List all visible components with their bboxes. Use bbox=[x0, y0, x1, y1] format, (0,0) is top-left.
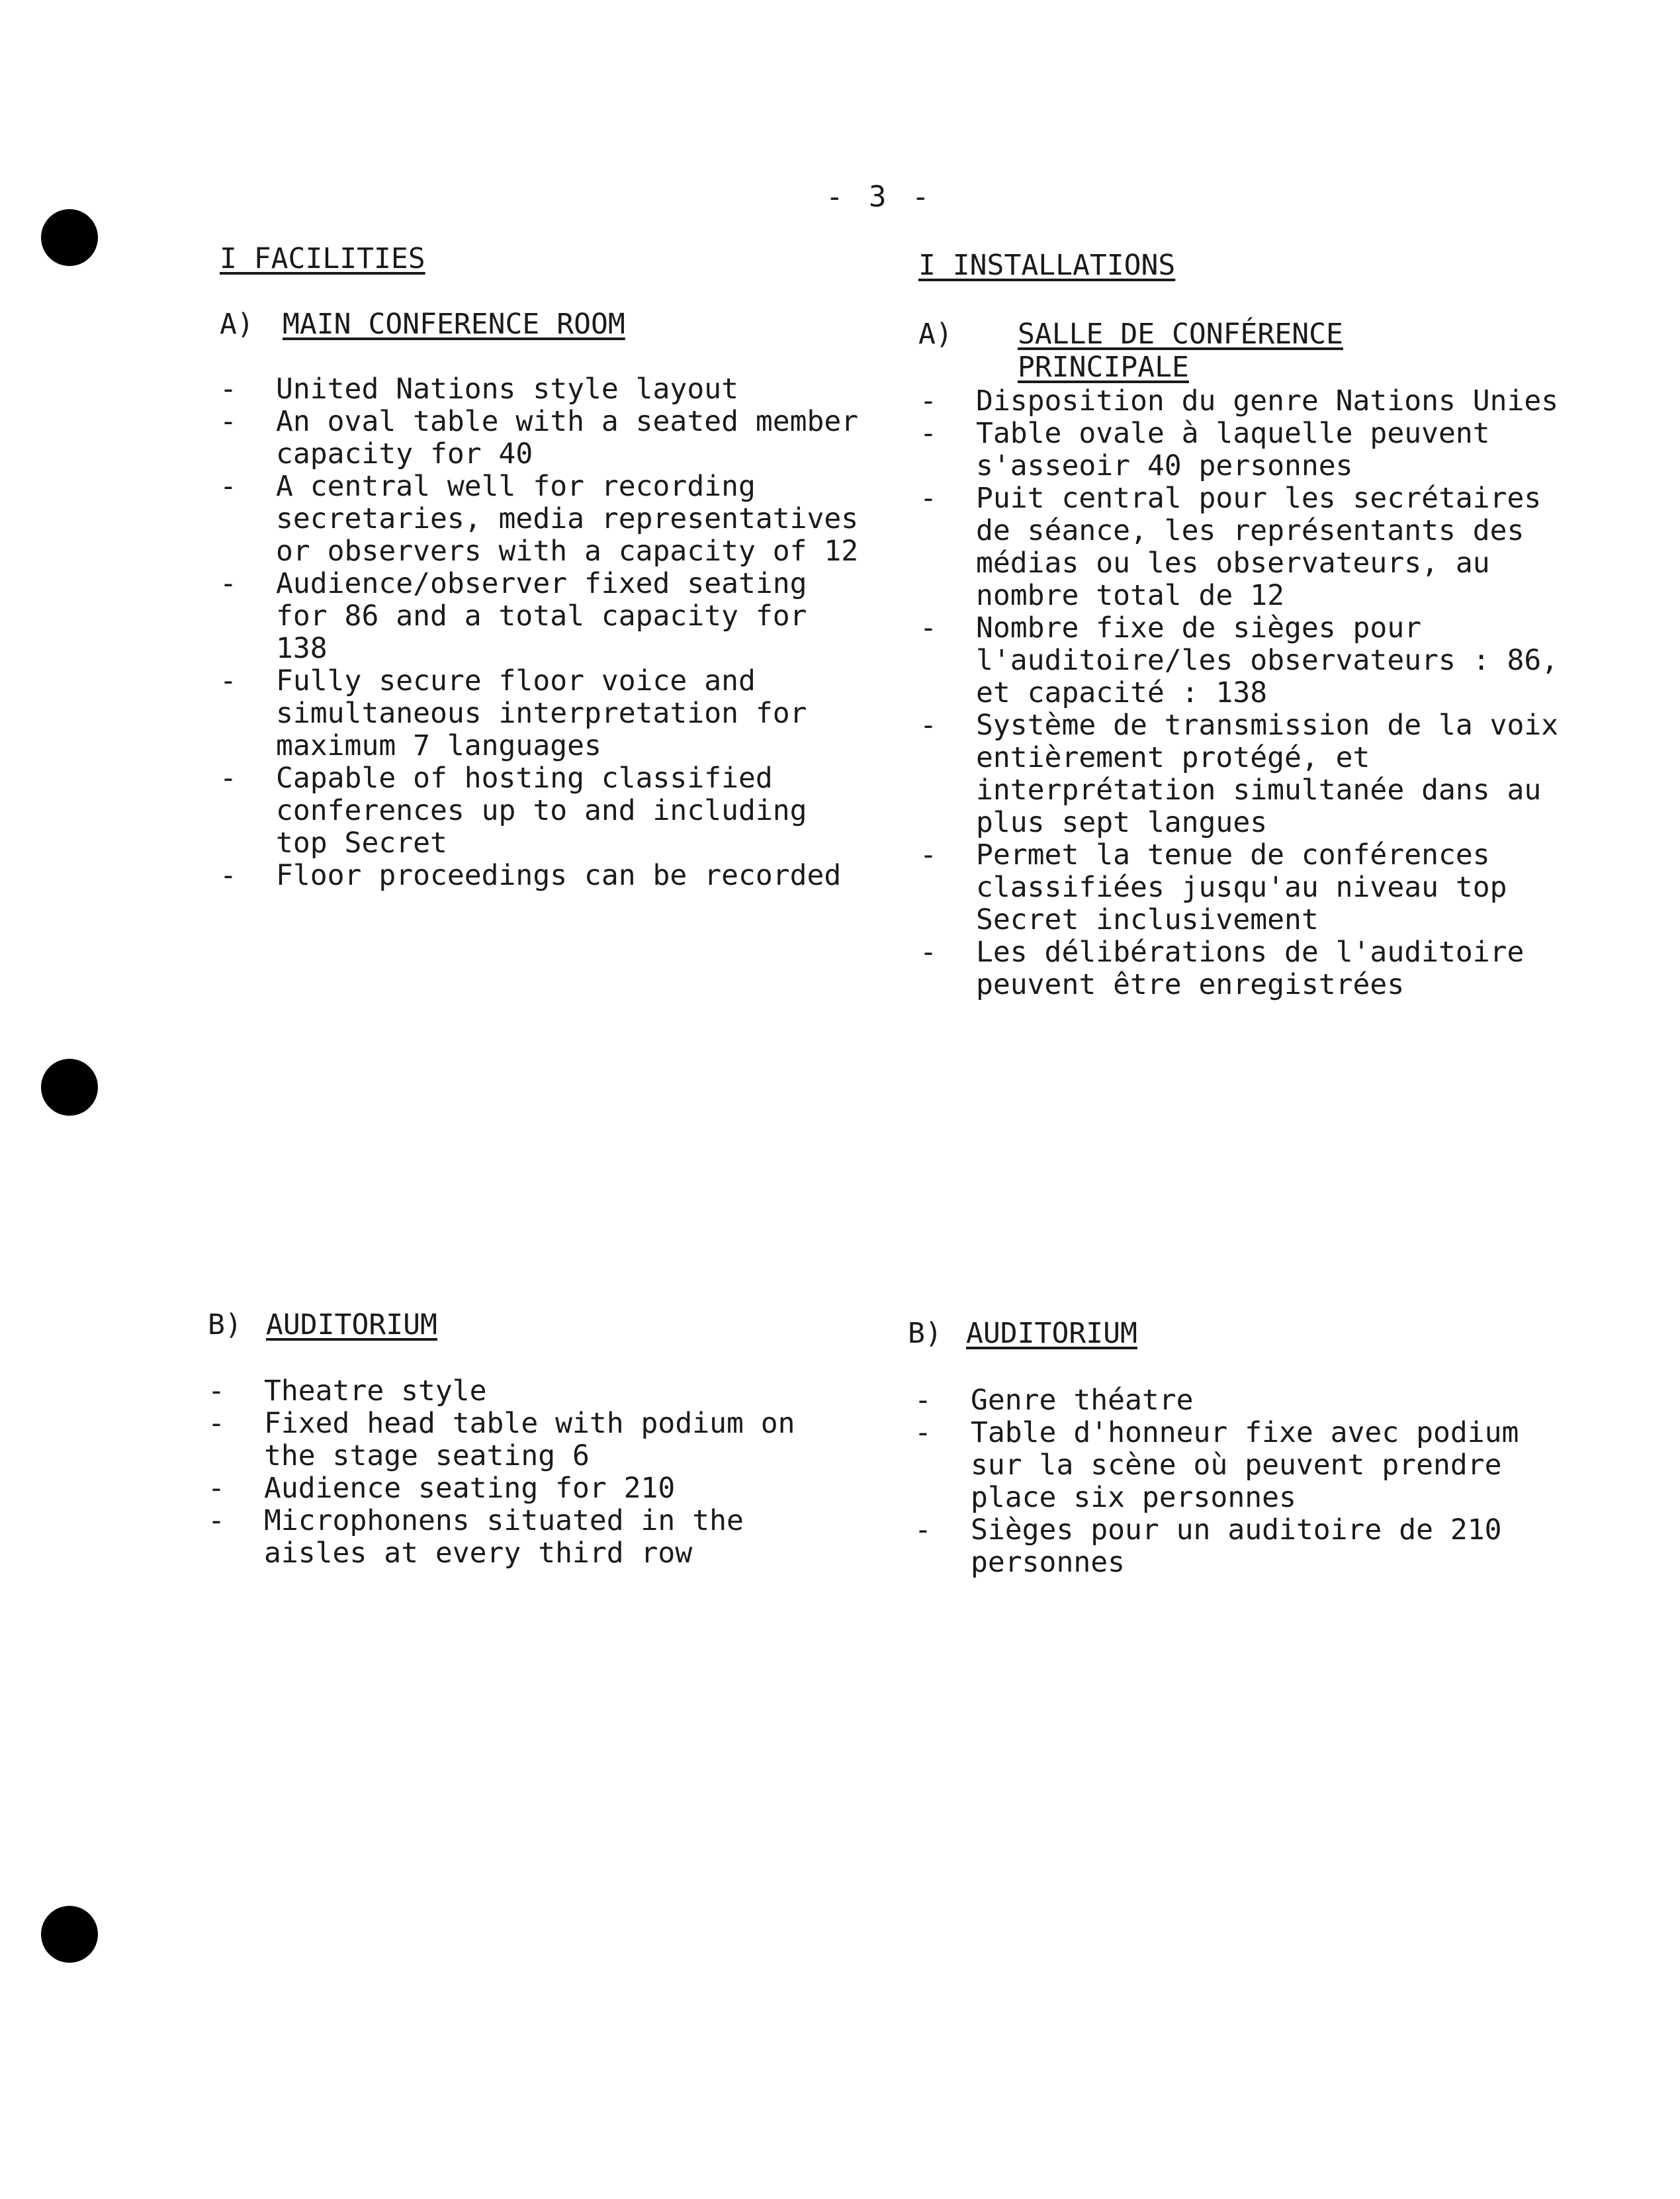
punch-hole-middle bbox=[41, 1059, 98, 1116]
list-item: - Audience seating for 210 bbox=[208, 1472, 676, 1505]
list-item: - Système de transmission de la voix entièrement protégé, et interprétation simultanée dans au plus sept langues bbox=[920, 709, 1559, 839]
heading-title-line1: SALLE DE CONFÉRENCE bbox=[1018, 318, 1343, 351]
heading-auditorium-french bbox=[908, 1317, 1137, 1350]
list-item: - Nombre fixe de sièges pour l'auditoire/les observateurs : 86, et capacité : 138 bbox=[920, 611, 1559, 709]
list-item: - Fixed head table with podium on the stage seating 6 bbox=[208, 1407, 795, 1472]
list-item: - An oval table with a seated member capacity for 40 bbox=[220, 405, 859, 471]
heading-title: MAIN CONFERENCE ROOM bbox=[283, 308, 625, 341]
list-item: - A central well for recording secretaries, media representatives or observers with a capacity of 12 bbox=[220, 470, 859, 568]
heading-auditorium-english bbox=[208, 1308, 437, 1341]
list-auditorium-french bbox=[908, 1384, 1569, 1579]
punch-hole-bottom bbox=[41, 1906, 98, 1963]
list-item: - Genre théatre bbox=[914, 1384, 1194, 1417]
list-item: - Audience/observer fixed seating for 86 and a total capacity for 138 bbox=[220, 567, 807, 665]
list-item: - Microphonens situated in the aisles at every third row bbox=[208, 1504, 744, 1570]
list-item: - Les délibérations de l'auditoire peuvent être enregistrées bbox=[920, 936, 1525, 1001]
list-auditorium-english bbox=[201, 1375, 863, 1570]
heading-letter: B) bbox=[908, 1317, 942, 1350]
list-item: - United Nations style layout bbox=[220, 373, 738, 406]
heading-title-line2: PRINCIPALE bbox=[1018, 351, 1189, 384]
heading-title: AUDITORIUM bbox=[966, 1317, 1137, 1350]
list-salle-de-conference bbox=[913, 385, 1575, 1001]
heading-letter: B) bbox=[208, 1308, 242, 1341]
list-item: - Disposition du genre Nations Unies bbox=[920, 384, 1559, 418]
heading-salle-de-conference bbox=[918, 318, 1343, 384]
section-title-french: I INSTALLATIONS bbox=[918, 249, 1176, 282]
section-title-english: I FACILITIES bbox=[220, 242, 425, 275]
list-item: - Table d'honneur fixe avec podium sur la scène où peuvent prendre place six personnes bbox=[914, 1416, 1519, 1514]
list-item: - Sièges pour un auditoire de 210 personnes bbox=[914, 1513, 1502, 1579]
heading-letter: A) bbox=[220, 308, 254, 341]
punch-hole-top bbox=[41, 209, 98, 266]
heading-title: AUDITORIUM bbox=[266, 1308, 437, 1341]
heading-main-conference-room bbox=[220, 308, 625, 341]
list-item: - Theatre style bbox=[208, 1374, 487, 1408]
heading-letter: A) bbox=[918, 318, 953, 351]
list-main-conference-room bbox=[213, 373, 875, 892]
page-number: - 3 - bbox=[826, 180, 934, 214]
list-item: - Fully secure floor voice and simultaneous interpretation for maximum 7 languages bbox=[220, 664, 807, 762]
list-item: - Floor proceedings can be recorded bbox=[220, 859, 842, 892]
list-item: - Table ovale à laquelle peuvent s'asseoir 40 personnes bbox=[920, 417, 1490, 482]
heading-title-block bbox=[1018, 318, 1343, 384]
list-item: - Capable of hosting classified conferences up to and including top Secret bbox=[220, 762, 807, 860]
list-item: - Permet la tenue de conférences classifiées jusqu'au niveau top Secret inclusivement bbox=[920, 838, 1507, 936]
list-item: - Puit central pour les secrétaires de séance, les représentants des médias ou les observateurs, au nombre total de 12 bbox=[920, 482, 1542, 612]
